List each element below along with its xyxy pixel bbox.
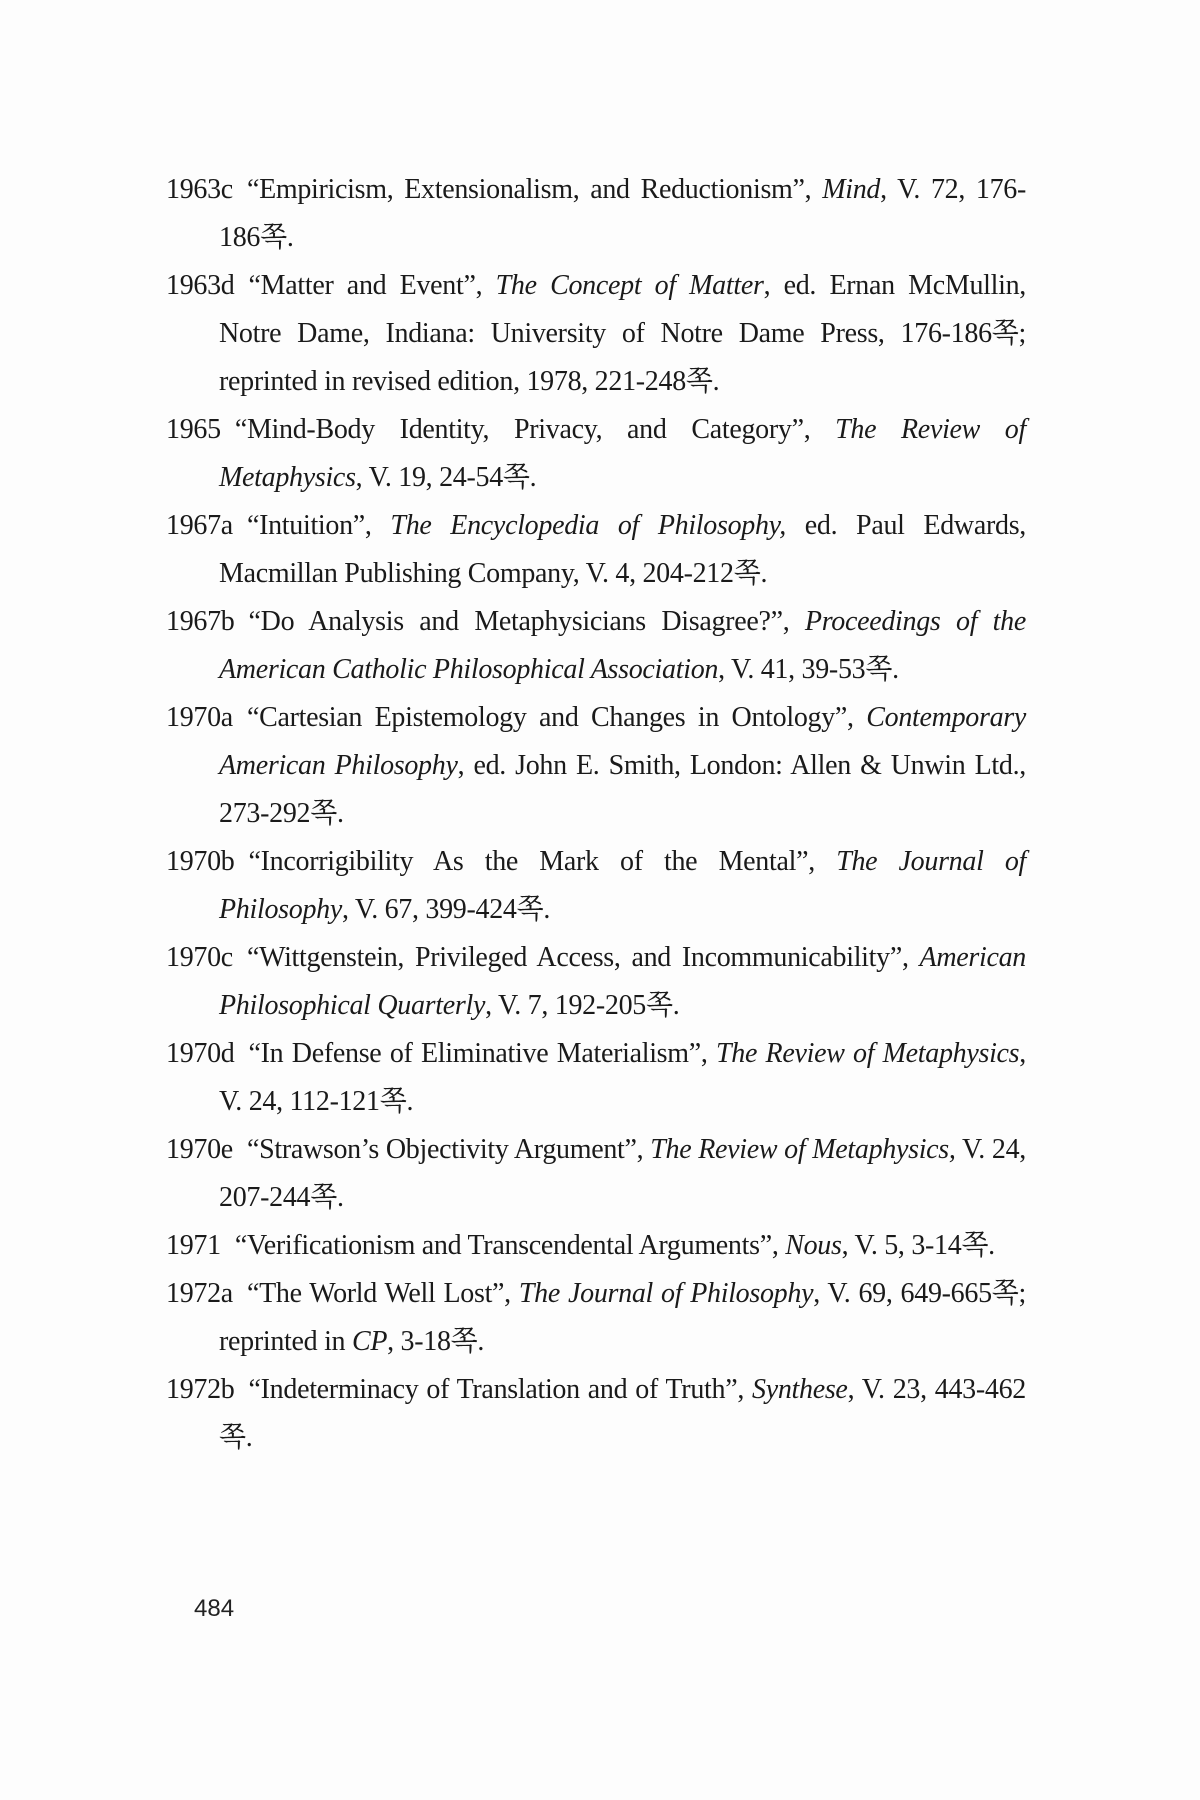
entry-text: “The World Well Lost”, [246, 1278, 519, 1309]
bibliography-entry [166, 934, 1026, 1030]
entry-title-italic: The Encyclopedia of Philosophy, [390, 510, 786, 541]
entry-text: , ed. John E. Smith, London: Allen & Unwin Ltd., 273-292쪽. [219, 750, 1026, 829]
entry-year: 1971 [166, 1230, 221, 1261]
entry-title-italic: Contemporary American Philosophy [219, 702, 1026, 781]
entry-year: 1972a [166, 1278, 233, 1309]
entry-text: “Matter and Event”, [248, 270, 496, 301]
entry-title-italic: CP [351, 1326, 388, 1357]
entry-title-italic: American Philosophical Quarterly [219, 942, 1026, 1021]
entry-text: “Incorrigibility As the Mark of the Mental”, [248, 846, 837, 877]
entry-text: , V. 5, 3-14쪽. [841, 1230, 995, 1261]
entry-year: 1970c [166, 942, 233, 973]
entry-year: 1972b [166, 1374, 235, 1405]
entry-text: , ed. Ernan McMullin, Notre Dame, Indiana: University of Notre Dame Press, 176-186쪽; reprinted in revised edition, 1978, 221-248쪽. [219, 270, 1027, 397]
entry-text: “Intuition”, [246, 510, 391, 541]
entry-title-italic: Mind [822, 174, 881, 205]
entry-text: “Mind-Body Identity, Privacy, and Category”, [234, 414, 836, 445]
bibliography-entry [166, 1126, 1026, 1222]
bibliography-entry [166, 598, 1026, 694]
bibliography-entry [166, 694, 1026, 838]
entry-text: , V. 24, 112-121쪽. [219, 1038, 1026, 1117]
bibliography-entry [166, 406, 1026, 502]
entry-text: “Verificationism and Transcendental Arguments”, [234, 1230, 786, 1261]
entry-text: , V. 23, 443-462쪽. [219, 1374, 1026, 1453]
entry-text: , V. 7, 192-205쪽. [485, 990, 680, 1021]
bibliography-entry [166, 1030, 1026, 1126]
entry-text: ed. Paul Edwards, Macmillan Publishing Company, V. 4, 204-212쪽. [219, 510, 1026, 589]
entry-title-italic: The Review of Metaphysics [716, 1038, 1020, 1069]
entry-title-italic: The Journal of Philosophy [219, 846, 1027, 925]
entry-year: 1970d [166, 1038, 235, 1069]
entry-text: , V. 19, 24-54쪽. [355, 462, 537, 493]
entry-title-italic: The Concept of Matter [495, 270, 764, 301]
entry-title-italic: Synthese [752, 1374, 848, 1405]
bibliography-entry [166, 262, 1026, 406]
entry-text: , 3-18쪽. [387, 1326, 485, 1357]
bibliography-entry [166, 1366, 1026, 1462]
bibliography-list [166, 166, 1026, 1462]
entry-text: V. 24, 207-244쪽. [219, 1134, 1027, 1213]
page-number: 484 [194, 1595, 235, 1622]
entry-text: “Indeterminacy of Translation and of Truth”, [248, 1374, 752, 1405]
entry-title-italic: The Review of Metaphysics [219, 414, 1026, 493]
bibliography-entry [166, 502, 1026, 598]
entry-text: “Do Analysis and Metaphysicians Disagree?”, [248, 606, 805, 637]
entry-text: “In Defense of Eliminative Materialism”, [248, 1038, 717, 1069]
bibliography-entry [166, 1222, 1026, 1270]
entry-text: , V. 72, 176-186쪽. [219, 174, 1027, 253]
entry-year: 1970a [166, 702, 233, 733]
bibliography-entry [166, 166, 1026, 262]
entry-year: 1967a [166, 510, 233, 541]
entry-title-italic: The Journal of Philosophy [518, 1278, 814, 1309]
entry-text: , V. 69, 649-665쪽; reprinted in [219, 1278, 1027, 1357]
entry-text: “Wittgenstein, Privileged Access, and Incommunicability”, [246, 942, 920, 973]
entry-text: , V. 41, 39-53쪽. [718, 654, 899, 685]
entry-year: 1963c [166, 174, 233, 205]
entry-title-italic: The Review of Metaphysics, [650, 1134, 956, 1165]
entry-year: 1967b [166, 606, 235, 637]
entry-text: “Empiricism, Extensionalism, and Reductionism”, [246, 174, 823, 205]
entry-year: 1965 [166, 414, 221, 445]
entry-year: 1963d [166, 270, 235, 301]
bibliography-entry [166, 838, 1026, 934]
entry-year: 1970b [166, 846, 235, 877]
entry-title-italic: Nous [785, 1230, 842, 1261]
bibliography-entry [166, 1270, 1026, 1366]
entry-text: , V. 67, 399-424쪽. [342, 894, 551, 925]
entry-text: “Cartesian Epistemology and Changes in Ontology”, [246, 702, 867, 733]
entry-text: “Strawson’s Objectivity Argument”, [246, 1134, 651, 1165]
entry-year: 1970e [166, 1134, 233, 1165]
entry-title-italic: Proceedings of the American Catholic Philosophical Association [219, 606, 1026, 685]
